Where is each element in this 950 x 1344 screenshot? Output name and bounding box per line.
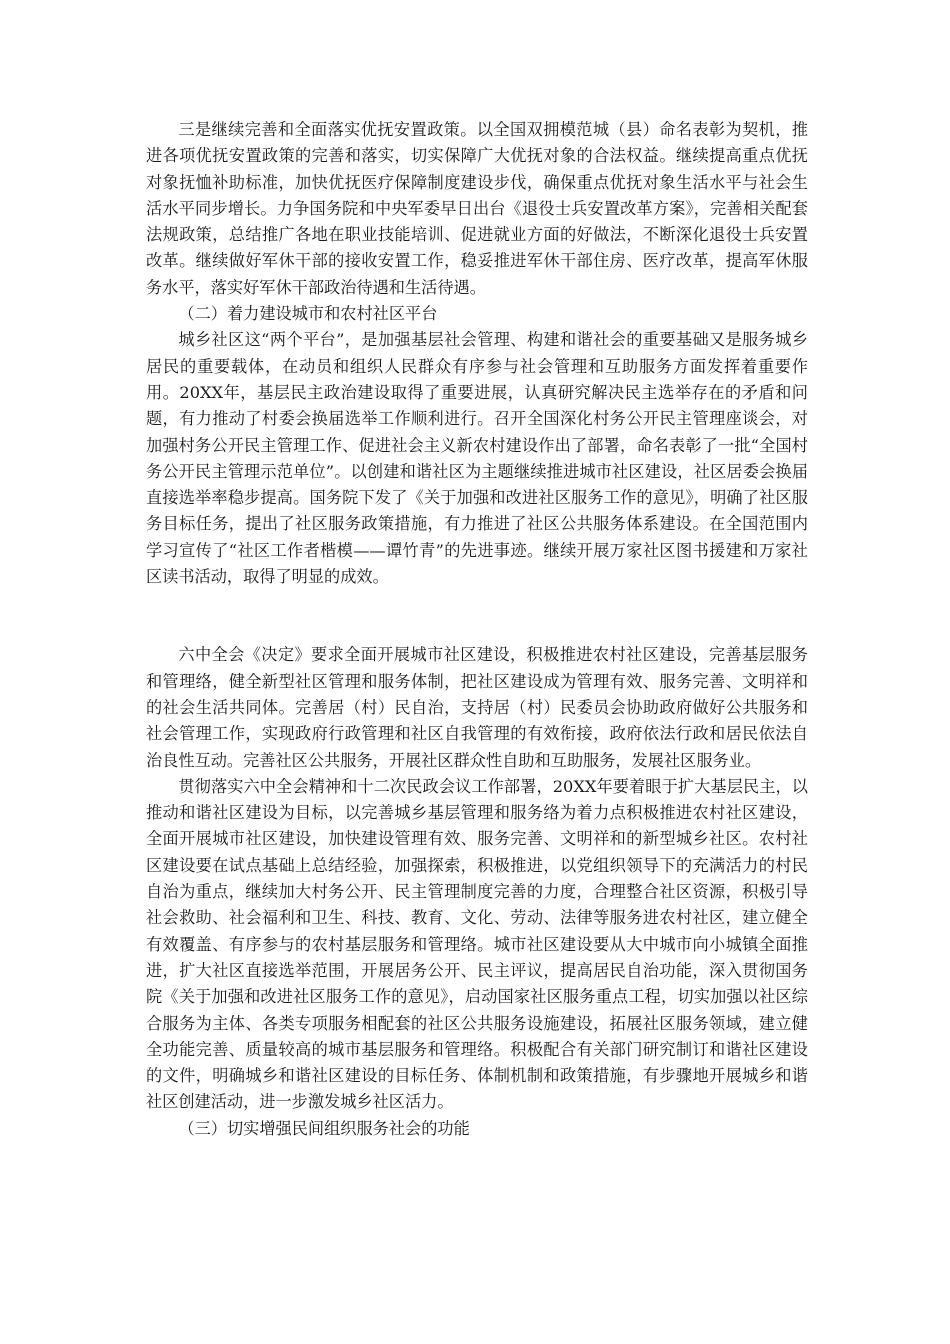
section-heading-community-platform: （二）着力建设城市和农村社区平台	[178, 304, 438, 324]
document-page	[146, 117, 808, 1142]
paragraph-two-platforms: 城乡社区这“两个平台”，是加强基层社会管理、构建和谐社会的重要基础又是服务城乡居民的重要载体，在动员和组织人民群众有序参与社会管理和互助服务方面发挥着重要作用。20XX年，基层民主政治建设取得了重要进展，认真研究解决民主选举存在的矛盾和问题，有力推动了村委会换届选举工作顺利进行。召开全国深化村务公开民主管理座谈会，对加强村务公开民主管理工作、促进社会主义新农村建设作出了部署，命名表彰了一批“全国村务公开民主管理示范单位”。以创建和谐社区为主题继续推进城市社区建设，社区居委会换届直接选举率稳步提高。国务院下发了《关于加强和改进社区服务工作的意见》，明确了社区服务目标任务，提出了社区服务政策措施，有力推进了社区公共服务体系建设。在全国范围内学习宣传了“社区工作者楷模——谭竹青”的先进事迹。继续开展万家社区图书援建和万家社区读书活动，取得了明显的成效。	[146, 330, 808, 587]
blank-gap	[146, 590, 808, 642]
paragraph-preferential-treatment: 三是继续完善和全面落实优抚安置政策。以全国双拥模范城（县）命名表彰为契机，推进各项优抚安置政策的完善和落实，切实保障广大优抚对象的合法权益。继续提高重点优抚对象抚恤补助标准，加快优抚医疗保障制度建设步伐，确保重点优抚对象生活水平与社会生活水平同步增长。力争国务院和中央军委早日出台《退役士兵安置改革方案》，完善相关配套法规政策，总结推广各地在职业技能培训、促进就业方面的好做法，不断深化退役士兵安置改革。继续做好军休干部的接收安置工作，稳妥推进军休干部住房、医疗改革，提高军休服务水平，落实好军休干部政治待遇和生活待遇。	[146, 120, 808, 297]
section-heading-civil-organizations: （三）切实增强民间组织服务社会的功能	[178, 1118, 470, 1138]
paragraph-sixth-plenum-decision: 六中全会《决定》要求全面开展城市社区建设，积极推进农村社区建设，完善基层服务和管理络，健全新型社区管理和服务体制，把社区建设成为管理有效、服务完善、文明祥和的社会生活共同体。完善居（村）民自治，支持居（村）民委员会协助政府做好公共服务和社会管理工作，实现政府行政管理和社区自我管理的有效衔接，政府依法行政和居民依法自治良性互动。完善社区公共服务，开展社区群众性自助和互助服务，发展社区服务业。	[146, 645, 808, 770]
paragraph-implementation: 贯彻落实六中全会精神和十二次民政会议工作部署，20XX年要着眼于扩大基层民主，以推动和谐社区建设为目标，以完善城乡基层管理和服务络为着力点积极推进农村社区建设，全面开展城市社区建设，加快建设管理有效、服务完善、文明祥和的新型城乡社区。农村社区建设要在试点基础上总结经验，加强探索，积极推进，以党组织领导下的充满活力的村民自治为重点，继续加大村务公开、民主管理制度完善的力度，合理整合社区资源，积极引导社会救助、社会福利和卫生、科技、教育、文化、劳动、法律等服务进农村社区，建立健全有效覆盖、有序参与的农村基层服务和管理络。城市社区建设要从大中城市向小城镇全面推进，扩大社区直接选举范围，开展居务公开、民主评议，提高居民自治功能，深入贯彻国务院《关于加强和改进社区服务工作的意见》，启动国家社区服务重点工程，切实加强以社区综合服务为主体、各类专项服务相配套的社区公共服务设施建设，拓展社区服务领域，建立健全功能完善、质量较高的城市基层服务和管理络。积极配合有关部门研究制订和谐社区建设的文件，明确城乡和谐社区建设的目标任务、体制机制和政策措施，有步骤地开展城乡和谐社区创建活动，进一步激发城乡社区活力。	[146, 776, 808, 1112]
